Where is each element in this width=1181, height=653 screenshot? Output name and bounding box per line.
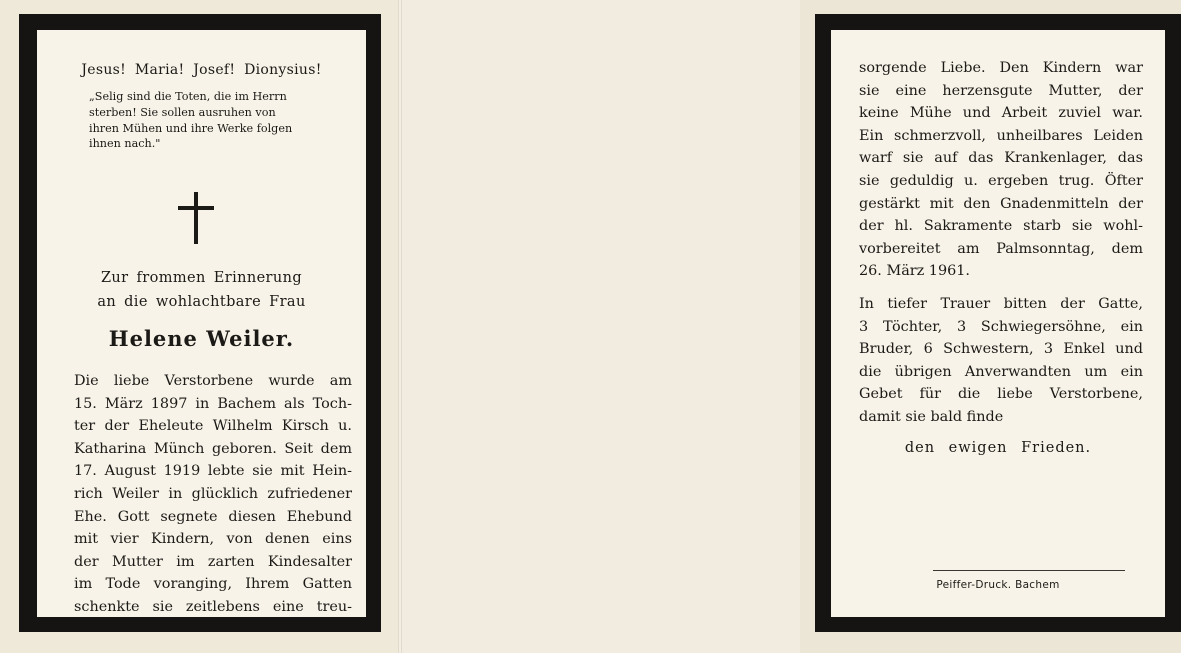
text-line: keine Mühe und Arbeit zuviel war. (859, 105, 1143, 122)
mourners-line: Bruder, 6 Schwestern, 3 Enkel und (859, 341, 1143, 358)
left-card (37, 30, 366, 617)
biography-text (74, 370, 352, 619)
scripture-line: ihnen nach." (89, 137, 161, 151)
scripture-line: sterben! Sie sollen ausruhen von (89, 105, 276, 119)
printer-imprint: Peiffer-Druck. Bachem (936, 579, 1060, 591)
text-line: warf sie auf das Krankenlager, das (859, 150, 1143, 167)
text-line: im Tode voranging, Ihrem Gatten (74, 576, 352, 593)
left-sheet (0, 0, 400, 653)
scripture-quote (89, 89, 338, 152)
text-line: sorgende Liebe. Den Kindern war (859, 60, 1143, 76)
text-line: mit vier Kindern, von denen eins (74, 531, 352, 548)
scripture-line: ihren Mühen und ihre Werke folgen (89, 121, 293, 135)
text-line: 15. März 1897 in Bachem als Toch- (74, 395, 352, 412)
right-mourning-border (815, 14, 1181, 632)
right-sheet (400, 0, 1143, 653)
text-line: ter der Eheleute Wilhelm Kirsch u. (74, 418, 352, 435)
mourners-line: damit sie bald finde (859, 408, 1004, 425)
mourners-line: Gebet für die liebe Verstorbene, (859, 386, 1143, 403)
text-line: sie eine herzensgute Mutter, der (859, 82, 1143, 99)
card-fold (398, 0, 402, 653)
text-line: der Mutter im zarten Kindesalter (74, 553, 352, 570)
biography-continued (859, 57, 1143, 429)
text-line: Die liebe Verstorbene wurde am (74, 373, 352, 389)
text-line: der hl. Sakramente starb sie wohl- (859, 218, 1143, 235)
mourners-line: die übrigen Anverwandten um ein (859, 363, 1143, 380)
text-line: rich Weiler in glücklich zufriedener (74, 485, 352, 502)
text-line: Ein schmerzvoll, unheilbares Leiden (859, 127, 1143, 144)
text-line: 26. März 1961. (859, 263, 971, 280)
mourners-line: 3 Töchter, 3 Schwiegersöhne, ein (859, 318, 1143, 335)
right-card (831, 30, 1165, 617)
text-line: vorbereitet am Palmsonntag, dem (859, 240, 1143, 257)
text-line: Katharina Münch geboren. Seit dem (74, 440, 352, 457)
invocation: Jesus! Maria! Josef! Dionysius! (81, 62, 322, 78)
text-line: 17. August 1919 lebte sie mit Hein- (74, 463, 352, 480)
text-line: sie geduldig u. ergeben trug. Öfter (859, 172, 1143, 189)
text-line: Ehe. Gott segnete diesen Ehebund (74, 508, 352, 525)
text-line: schenkte sie zeitlebens eine treu- (74, 598, 352, 615)
scripture-line: „Selig sind die Toten, die im Herrn (89, 90, 287, 103)
remembrance-line: Zur frommen Erinnerung (100, 270, 303, 286)
mourners-line: In tiefer Trauer bitten der Gatte, (859, 295, 1143, 312)
divider (933, 570, 1125, 571)
text-line: gestärkt mit den Gnadenmitteln der (859, 195, 1143, 212)
left-mourning-border (19, 14, 381, 632)
closing-line: den ewigen Frieden. (904, 440, 1092, 456)
deceased-name: Helene Weiler. (108, 326, 295, 351)
remembrance-line: an die wohlachtbare Frau (97, 294, 306, 310)
